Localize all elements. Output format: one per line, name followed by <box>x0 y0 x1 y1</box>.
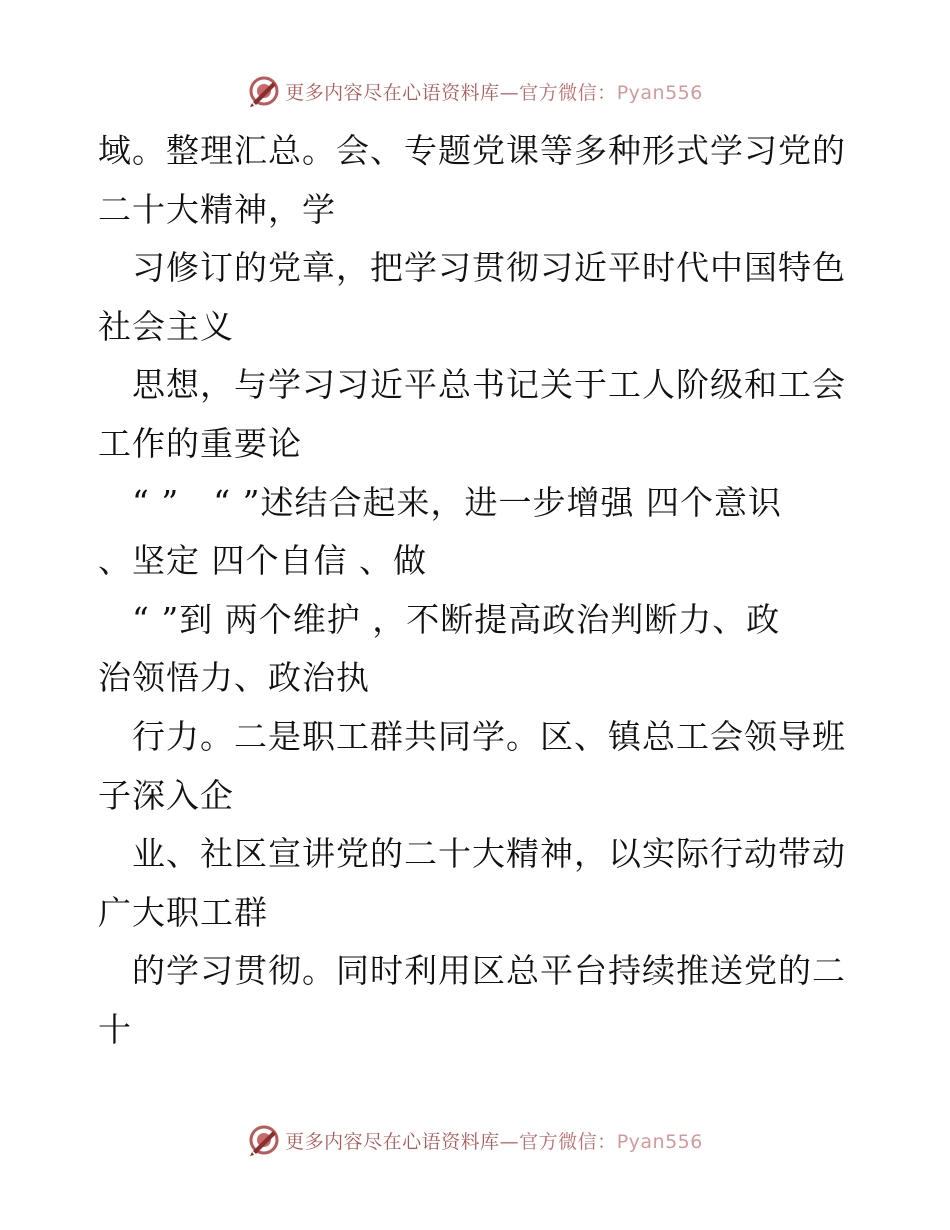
text-line: 社会主义 <box>98 306 234 346</box>
text-line: “ ” “ ”述结合起来，进一步增强 四个意识 <box>98 482 782 522</box>
text-line: 行力。二是职工群共同学。区、镇总工会领导班 <box>98 716 846 756</box>
text-line: 思想，与学习习近平总书记关于工人阶级和工会 <box>98 365 846 405</box>
pen-logo-icon <box>247 1123 281 1157</box>
text-line: 治领悟力、政治执 <box>98 658 370 698</box>
text-line: 、坚定 四个自信 、做 <box>98 541 427 581</box>
text-line: 习修订的党章，把学习贯彻习近平时代中国特色 <box>98 248 846 288</box>
text-line: 工作的重要论 <box>98 423 302 463</box>
watermark-text: 更多内容尽在心语资料库—官方微信：Pyan556 <box>285 81 703 104</box>
text-line: 的学习贯彻。同时利用区总平台持续推送党的二 <box>98 951 846 991</box>
pen-logo-icon <box>247 74 281 108</box>
watermark-text: 更多内容尽在心语资料库—官方微信：Pyan556 <box>285 1130 703 1153</box>
text-line: 广大职工群 <box>98 892 268 932</box>
footer-watermark <box>0 1120 950 1160</box>
header-watermark <box>0 71 950 111</box>
text-line: 子深入企 <box>98 775 234 815</box>
document-body <box>98 122 858 1060</box>
text-line: 二十大精神，学 <box>98 189 336 229</box>
text-line: 域。整理汇总。会、专题党课等多种形式学习党的 <box>98 131 846 170</box>
text-line: 十 <box>98 1009 132 1049</box>
text-line: 业、社区宣讲党的二十大精神，以实际行动带动 <box>98 834 846 874</box>
text-line: “ ”到 两个维护 ，不断提高政治判断力、政 <box>98 599 781 639</box>
